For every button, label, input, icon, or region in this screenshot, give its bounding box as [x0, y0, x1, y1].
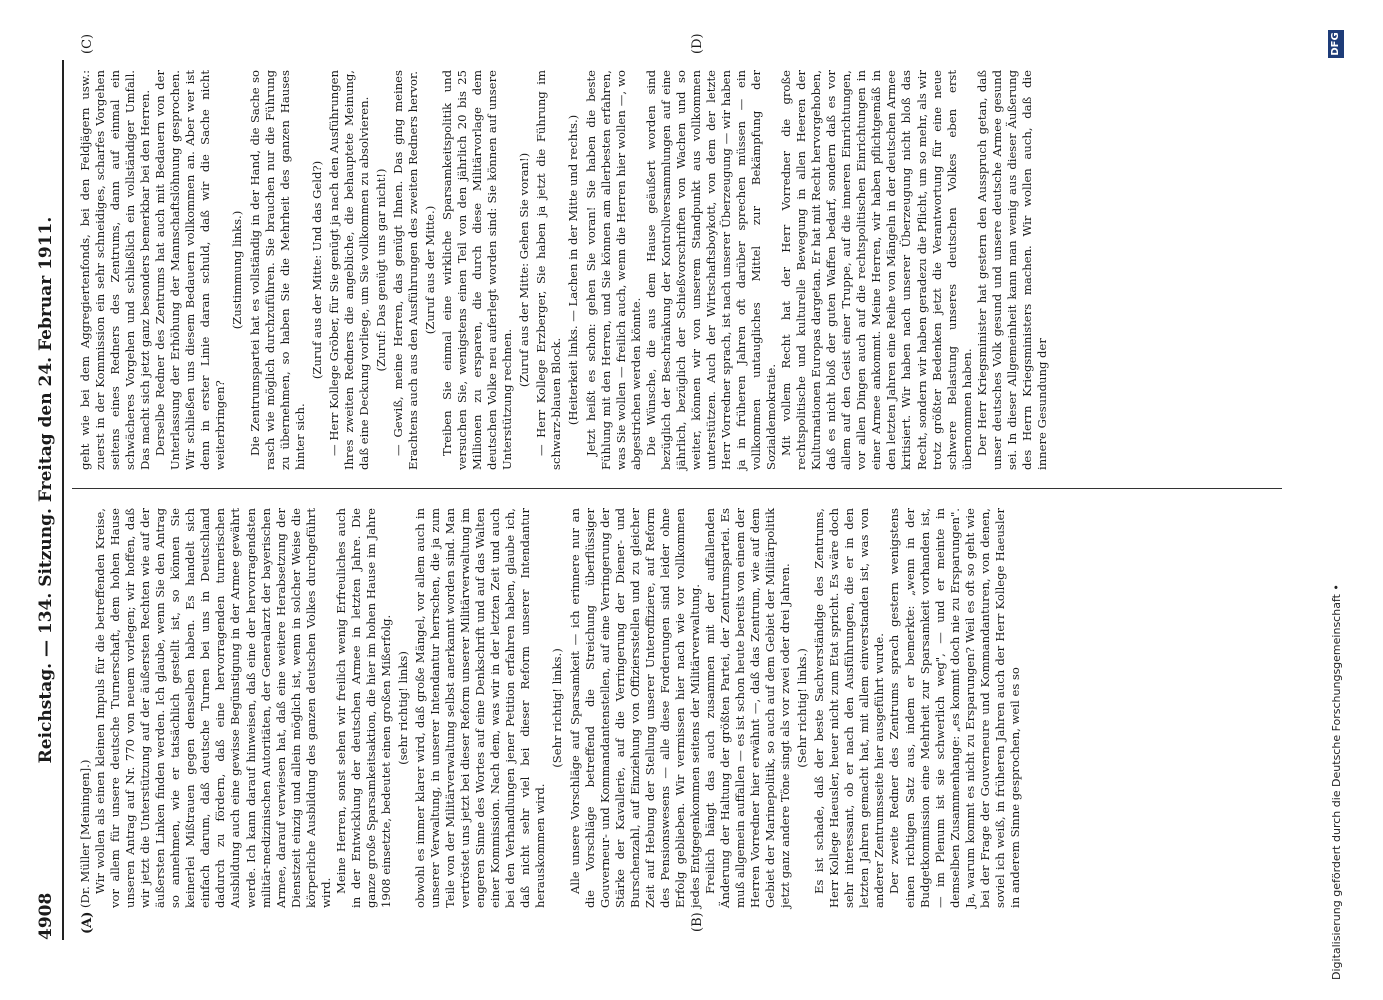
page-number: 4908 [36, 892, 56, 940]
margin-marker-b: (B) [690, 912, 705, 932]
credit-text: Digitalisierung gefördert durch die Deutsche Forschungsgemeinschaft • [1330, 584, 1343, 980]
paragraph: Wir wollen als einen kleinen Impuls für die betreffenden Kreise, vor allem für unsere deutsche Turnerschaft, dem hohen Hause unseren Antrag auf Nr. 770 von neuem vorlegen; wir hoffen, daß wir jetzt die Unterstützung auf der äußersten Rechten wie auf der äußersten Linken finden werden. Ich glaube, wenn Sie den Antrag so annehmen, wie er tatsächlich gestellt ist, so können Sie keinerlei Mißtrauen gegen denselben haben. Es handelt sich einfach darum, daß deutsche Turnen bei uns in Deutschland dadurch zu fördern, daß eine hervorragenden turnerischen Ausbildung auch eine gewisse Begünstigung in der Armee gewährt werde. Ich kann darauf hinweisen, daß eine der hervorragendsten militär-medizinischen Autoritäten, der Generalarzt der bayerischen Armee, darauf verwiesen hat, daß eine weitere Herabsetzung der Dienstzeit einzig und allein möglich ist, wenn in solcher Weise die körperliche Ausbildung des ganzen deutschen Volkes durchgeführt wird. [93, 508, 333, 908]
paragraph: — Gewiß, meine Herren, das genügt Ihnen. Das ging meines Erachtens auch aus den Ausführungen des zweiten Redners hervor. [390, 70, 420, 470]
interjection: (Zustimmung links.) [230, 210, 245, 330]
text-column-right [78, 70, 1050, 470]
paragraph: — Herr Kollege Erzberger, Sie haben ja jetzt die Führung im schwarz-blauen Block. [534, 70, 564, 470]
margin-marker-d: (D) [690, 33, 705, 54]
paragraph: Derselbe Redner des Zentrums hat auch mit Bedauern von der Unterlassung der Erhöhung der Mannschaftslöhnung gesprochen. Wir schließen uns diesem Bedauern vollkommen an. Aber wer ist denn in erster Linie daran schuld, daß wir die Sache nicht weiterbringen? [153, 70, 228, 470]
paragraph: Die Wünsche, die aus dem Hause geäußert worden sind bezüglich der Beschränkung der Kontrollversammlungen auf eine jährlich, bezüglich der Schießvorschriften von Wachen und so weiter, können wir von unserem Standpunkt aus vollkommen unterstützen. Auch der Wirtschaftsboykott, von dem der letzte Herr Vorredner sprach, ist nach unserer Überzeugung — wir haben ja in früheren Jahren oft darüber sprechen müssen — ein vollkommen untaugliches Mittel zur Bekämpfung der Sozialdemokratie. [643, 70, 779, 470]
column-divider [72, 488, 1282, 489]
paragraph: Alle unsere Vorschläge auf Sparsamkeit — ich erinnere nur an die Vorschläge betreffend die Streichung überflüssiger Gouverneur- und Kommandantenstellen, auf eine Verringerung der Stärke der Kavallerie, auf die Verringerung der Diener- und Burschenzahl, auf Einziehung von Offiziersstellen und zu gleicher Zeit auf Hebung der Stellung unserer Unteroffiziere, auf Reform des Pensionswesens — alle diese Forderungen sind leider ohne Erfolg geblieben. Wir vermissen hier nach wie vor vollkommen jedes Entgegenkommen seitens der Militärverwaltung. [567, 508, 702, 908]
paragraph: Treiben Sie einmal eine wirkliche Sparsamkeitspolitik und versuchen Sie, wenigstens einen Teil von den jährlich 20 bis 25 Millionen zu ersparen, die durch diese Militärvorlage dem deutschen Volke neu auferlegt worden sind: Sie können auf unsere Unterstützung rechnen. [440, 70, 515, 470]
paragraph: Die Zentrumspartei hat es vollständig in der Hand, die Sache so rasch wie möglich durchzuführen. Sie brauchen nur die Führung zu übernehmen, so haben Sie die Mehrheit des ganzen Hauses hinter sich. [247, 70, 307, 470]
paragraph: Meine Herren, sonst sehen wir freilich wenig Erfreuliches auch in der Entwicklung der deutschen Armee in letzten Jahre. Die ganze große Sparsamkeitsaktion, die hier im hohen Hause im Jahre 1908 einsetzte, bedeutet einen großen Mißerfolg. [333, 508, 393, 908]
interjection: (Zuruf aus der Mitte.) [423, 205, 438, 335]
page-title: Reichstag. — 134. Sitzung. Freitag den 24. Februar 1911. [36, 216, 56, 764]
header-rule [62, 60, 64, 940]
interjection: (Zuruf aus der Mitte: Gehen Sie voran!) [517, 152, 532, 388]
paragraph: Mit vollem Recht hat der Herr Vorredner die große rechtspolitische und kulturelle Bewegung in allen Heeren der Kulturnationen Europas dargetan. Er hat mit Recht hervorgehoben, daß es nicht bloß der guten Waffen bedarf, sondern daß es vor allem auf den Geist einer Truppe, auf die inneren Einrichtungen, vor allen Dingen auch auf die rechtspolitischen Einrichtungen in einer Armee ankommt. Meine Herren, wir haben pflichtgemäß in den letzten Jahren eine Reihe von Mängeln in der deutschen Armee kritisiert. Wir haben nach unserer Überzeugung nicht bloß das Recht, sondern wir haben geradezu die Pflicht, um so mehr, als wir trotz größter Bedenken jetzt die Verantwortung für eine neue schwere Belastung unseres deutschen Volkes eben erst übernommen haben. [779, 70, 974, 470]
interjection: (Zuruf aus der Mitte: Und das Geld?) [309, 160, 324, 380]
paragraph: Jetzt heißt es schon: gehen Sie voran! Sie haben die beste Fühlung mit den Herren, und Sie können am allerbesten erfahren, was Sie wollen — freilich auch, wenn die Herren hier wollen —, wo abgestrichen werden könnte. [583, 70, 643, 470]
interjection: (Zuruf: Das genügt uns gar nicht!) [373, 168, 388, 372]
interjection: (Sehr richtig! links.) [795, 648, 810, 768]
page-header [30, 40, 62, 940]
paragraph: Es ist schade, daß der beste Sachverständige des Zentrums, Herr Kollege Haeusler, heuer nicht zum Etat spricht. Es wäre doch sehr interessant, ob er nach den Ausführungen, die er in den letzten Jahren gemacht hat, mit allem einverstanden ist, was von anderer Zentrumsseite hier ausgeführt wurde. [812, 508, 887, 908]
interjection: (Heiterkeit links. — Lachen in der Mitte und rechts.) [566, 114, 581, 426]
margin-marker-a: (A) [80, 911, 95, 934]
dfg-logo: DFG [1328, 30, 1344, 58]
speaker-label: (Dr. Müller [Meiningen].) [78, 759, 92, 908]
paragraph: Freilich hängt das auch zusammen mit der auffallenden Änderung der Haltung der größten Partei, der Zentrumspartei. Es muß allgemein auffallen — es ist schon heute bereits von einem der Herren Vorredner hier erwähnt —, daß das Zentrum, wie auf dem Gebiet der Marinepolitik, so auch auf dem Gebiet der Militärpolitik jetzt ganz andere Töne singt als vor zwei oder drei Jahren. [702, 508, 793, 908]
paragraph: geht wie bei dem Aggregiertenfonds, bei den Feldjägern usw.: zuerst in der Kommission ein sehr schneidiges, scharfes Vorgehen seitens eines Redners des Zentrums, dann auf einmal ein schwächeres Vorgehen und schließlich ein vollständiger Umfall. Das macht sich jetzt ganz besonders bemerkbar bei den Herren. [78, 70, 153, 470]
digitization-credit [1318, 20, 1368, 980]
interjection: (Sehr richtig! links.) [550, 648, 565, 768]
margin-marker-c: (C) [80, 33, 95, 54]
text-column-left [78, 508, 1023, 908]
paragraph: Der Herr Kriegsminister hat gestern den Ausspruch getan, daß unser deutsches Volk gesund und unsere deutsche Armee gesund sei. In dieser Allgemeinheit kann man wenig aus dieser Äußerung des Herrn Kriegsministers machen. Wir wollen auch, daß die innere Gesundung der [974, 70, 1049, 470]
paragraph: obwohl es immer klarer wird, daß große Mängel, vor allem auch in unserer Verwaltung, in unserer Intendantur herrschen, die ja zum Teile von der Militärverwaltung selbst anerkannt worden sind. Man vertröstet uns jetzt bei dieser Reform unserer Militärverwaltung im engeren Sinne des Wortes auf eine Denkschrift und auf das Walten einer Kommission. Nach dem, was wir in der letzten Zeit und auch bei den Verhandlungen jener Petition erfahren haben, glaube ich, daß nicht sehr viel bei dieser Reform unserer Intendantur herauskommen wird. [413, 508, 548, 908]
paragraph: Der zweite Redner des Zentrums sprach gestern wenigstens einen richtigen Satz aus, indem er bemerkte: „wenn in der Budgetkommission eine Mehrheit zur Sparsamkeit vorhanden ist, — im Plenum ist sie schwerlich weg", — und er meinte in demselben Zusammenhange: „es kommt doch nie zu Ersparungen". Ja, warum kommt es nicht zu Ersparungen? Weil es oft so geht wie bei der Frage der Gouverneure und Kommandanturen, von denen, soviel ich weiß, in früheren Jahren auch der Herr Kollege Haeusler in anderem Sinne gesprochen, weil es so [887, 508, 1022, 908]
interjection: (sehr richtig! links) [395, 651, 410, 765]
paragraph: — Herr Kollege Gröber, für Sie genügt ja nach den Ausführungen Ihres zweiten Redners die angebliche, die behauptete Meinung, daß eine Deckung vorliege, um Sie vollkommen zu absolvieren. [326, 70, 371, 470]
